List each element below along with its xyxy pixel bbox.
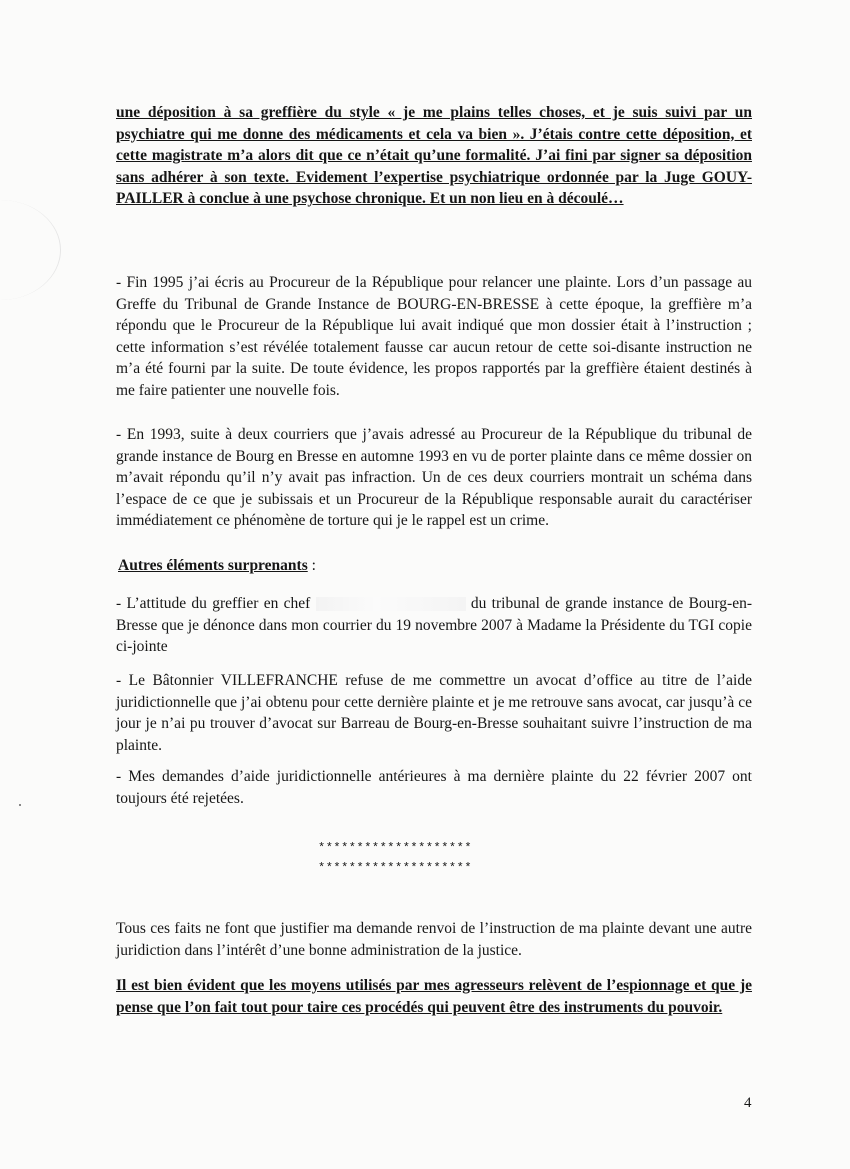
paragraph-espionnage: Il est bien évident que les moyens utilisés par mes agresseurs relèvent de l’espionnage et que je pense que l’on fait tout pour taire ces procédés qui peuvent être des instruments du pouvoir. [116, 977, 752, 1016]
redacted-name [316, 597, 466, 611]
paragraph-deposition: une déposition à sa greffière du style « je me plains telles choses, et je suis suivi par un psychiatre qui me donne des médicaments et cela va bien ». J’étais contre cette déposition, et cette magistrate m’a alors dit que ce n’était qu’une formalité. J’ai fini par signer sa déposition sans adhérer à son texte. Evidement l’expertise psychiatrique ordonnée par la Juge GOUY-PAILLER à conclue à une psychose chronique. Et un non lieu en à découlé… [116, 104, 752, 207]
separator-line-2: ******************** [318, 861, 473, 875]
section-heading-colon: : [307, 557, 316, 574]
paragraph-fin-1995: - Fin 1995 j’ai écris au Procureur de la République pour relancer une plainte. Lors d’un passage au Greffe du Tribunal de Grande Instance de BOURG-EN-BRESSE à cette époque, la greffière m’a répondu que le Procureur de la République lui avait indiqué que mon dossier était à l’instruction ; cette information s’est révélée totalement fausse car aucun retour de cette soi-disante instruction ne m’a été fourni par la suite. De toute évidence, les propos rapportés par la greffière étaient destinés à me faire patienter une nouvelle fois. [116, 274, 752, 399]
separator-stars [318, 838, 472, 878]
paragraph-greffier [116, 593, 752, 658]
scan-artifact-dot [19, 804, 21, 806]
paragraph-batonnier: - Le Bâtonnier VILLEFRANCHE refuse de me commettre un avocat d’office au titre de l’aide juridictionnelle que j’ai obtenu pour cette dernière plainte et je me retrouve sans avocat, car jusqu’à ce jour je n’ai pu trouver d’avocat sur Barreau de Bourg-en-Bresse souhaitant suivre l’instruction de ma plainte. [116, 672, 752, 754]
paragraph-conclusion: Tous ces faits ne font que justifier ma demande renvoi de l’instruction de ma plainte devant une autre juridiction dans l’intérêt d’une bonne administration de la justice. [116, 920, 752, 959]
paragraph-greffier-start: - L’attitude du greffier en chef [116, 595, 311, 612]
scan-artifact [0, 200, 61, 300]
page-number: 4 [744, 1095, 752, 1111]
section-heading-label: Autres éléments surprenants [118, 557, 308, 574]
separator-line-1: ******************** [318, 841, 473, 855]
paragraph-1993: - En 1993, suite à deux courriers que j’avais adressé au Procureur de la République du tribunal de grande instance de Bourg en Bresse en automne 1993 en vu de porter plainte dans ce même dossier on m’avait répondu qu’il n’y avait pas infraction. Un de ces deux courriers montrait un schéma dans l’espace de ce que je subissais et un Procureur de la République responsable aurait du caractériser immédiatement ce phénomène de torture qui je le rappel est un crime. [116, 426, 752, 529]
paragraph-aide-juridictionnelle: - Mes demandes d’aide juridictionnelle antérieures à ma dernière plainte du 22 février 2007 ont toujours été rejetées. [116, 768, 752, 807]
section-heading-autres [118, 557, 316, 575]
paragraph-greffier-end: du tribunal de grande instance de Bourg-en-Bresse que je dénonce dans mon courrier du 19 novembre 2007 à Madame la Présidente du TGI copie ci-jointe [116, 595, 752, 655]
